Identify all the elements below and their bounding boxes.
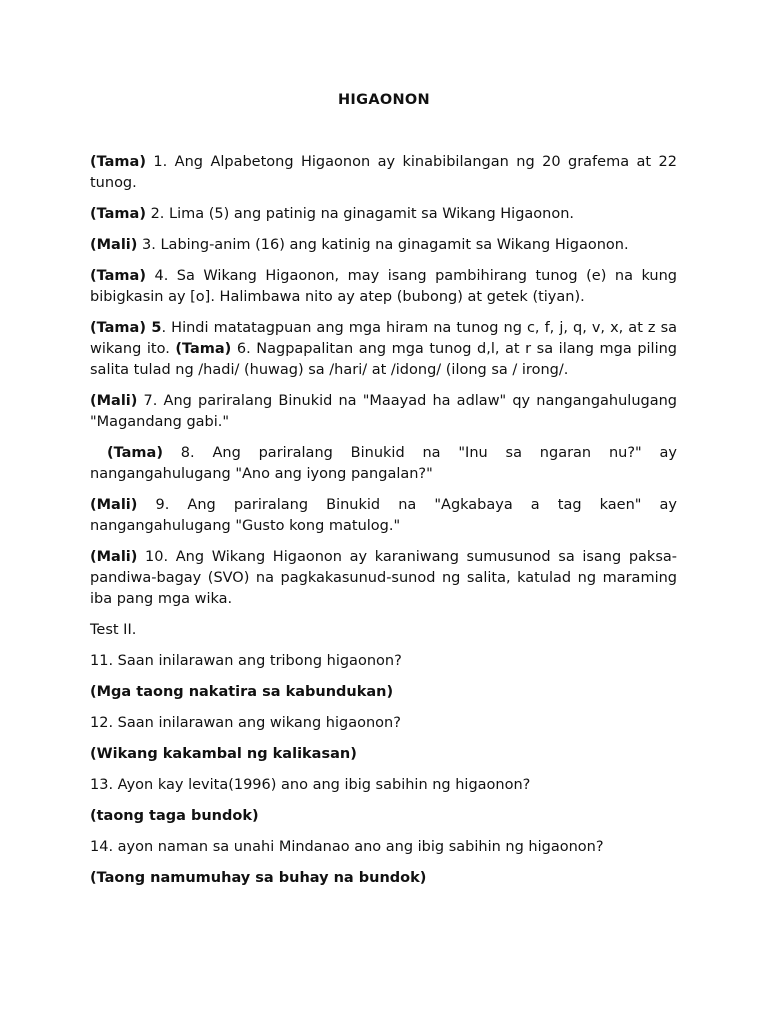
item-5-6: [90, 318, 677, 381]
answer-13: (taong taga bundok): [90, 808, 259, 824]
item-2: [90, 204, 677, 225]
answer-tag: (Tama) 5: [90, 320, 162, 336]
item-9: [90, 495, 677, 537]
item-text: 3. Labing-anim (16) ang katinig na ginagamit sa Wikang Higaonon.: [137, 237, 629, 253]
answer-tag: (Tama): [107, 445, 163, 461]
answer-tag: (Mali): [90, 393, 138, 409]
item-text: 2. Lima (5) ang patinig na ginagamit sa Wikang Higaonon.: [145, 206, 575, 222]
answer-tag: (Mali): [90, 497, 138, 513]
item-7: [90, 391, 677, 433]
item-text: . Hindi matatagpuan ang mga hiram na tunog ng c, f, j, q, v, x, at z sa wikang ito.: [90, 320, 678, 357]
answer-tag: (Tama): [90, 154, 146, 170]
answer-tag: (Mali): [90, 237, 138, 253]
item-text: 10. Ang Wikang Higaonon ay karaniwang sumusunod sa isang paksa-pandiwa-bagay (SVO) na pagkakasunud-sunod ng salita, katulad ng maraming iba pang mga wika.: [90, 549, 677, 607]
item-10: [90, 547, 677, 610]
answer-tag: (Tama): [175, 341, 232, 357]
question-14: 14. ayon naman sa unahi Mindanao ano ang ibig sabihin ng higaonon?: [90, 839, 604, 855]
test-2-heading: Test II.: [90, 622, 137, 638]
answer-12: (Wikang kakambal ng kalikasan): [90, 746, 357, 762]
item-1: [90, 152, 677, 194]
item-text: 8. Ang pariralang Binukid na "Inu sa ngaran nu?" ay nangangahulugang "Ano ang iyong pangalan?": [90, 445, 677, 482]
answer-tag: (Mali): [90, 549, 138, 565]
document-title: HIGAONON: [338, 92, 430, 108]
answer-11: (Mga taong nakatira sa kabundukan): [90, 684, 394, 700]
question-13: 13. Ayon kay levita(1996) ano ang ibig sabihin ng higaonon?: [90, 777, 531, 793]
item-8: [90, 443, 677, 485]
answer-tag: (Tama): [90, 268, 146, 284]
item-text: 1. Ang Alpabetong Higaonon ay kinabibilangan ng 20 grafema at 22 tunog.: [90, 154, 677, 191]
answer-tag: (Tama): [90, 206, 146, 222]
question-12: 12. Saan inilarawan ang wikang higaonon?: [90, 715, 401, 731]
item-text: 6. Nagpapalitan ang mga tunog d,l, at r sa ilang mga piling salita tulad ng /hadi/ (huwag) sa /hari/ at /idong/ (ilong sa / irong/.: [90, 341, 678, 378]
answer-14: (Taong namumuhay sa buhay na bundok): [90, 870, 427, 886]
item-text: 9. Ang pariralang Binukid na "Agkabaya a tag kaen" ay nangangahulugang "Gusto kong matulog.": [90, 497, 677, 534]
item-text: 4. Sa Wikang Higaonon, may isang pambihirang tunog (e) na kung bibigkasin ay [o]. Halimbawa nito ay atep (bubong) at getek (tiyan).: [90, 268, 677, 305]
question-11: 11. Saan inilarawan ang tribong higaonon?: [90, 653, 402, 669]
item-4: [90, 266, 677, 308]
document-body: [90, 152, 677, 899]
item-text: 7. Ang pariralang Binukid na "Maayad ha adlaw" qy nangangahulugang "Magandang gabi.": [90, 393, 677, 430]
item-3: [90, 235, 677, 256]
